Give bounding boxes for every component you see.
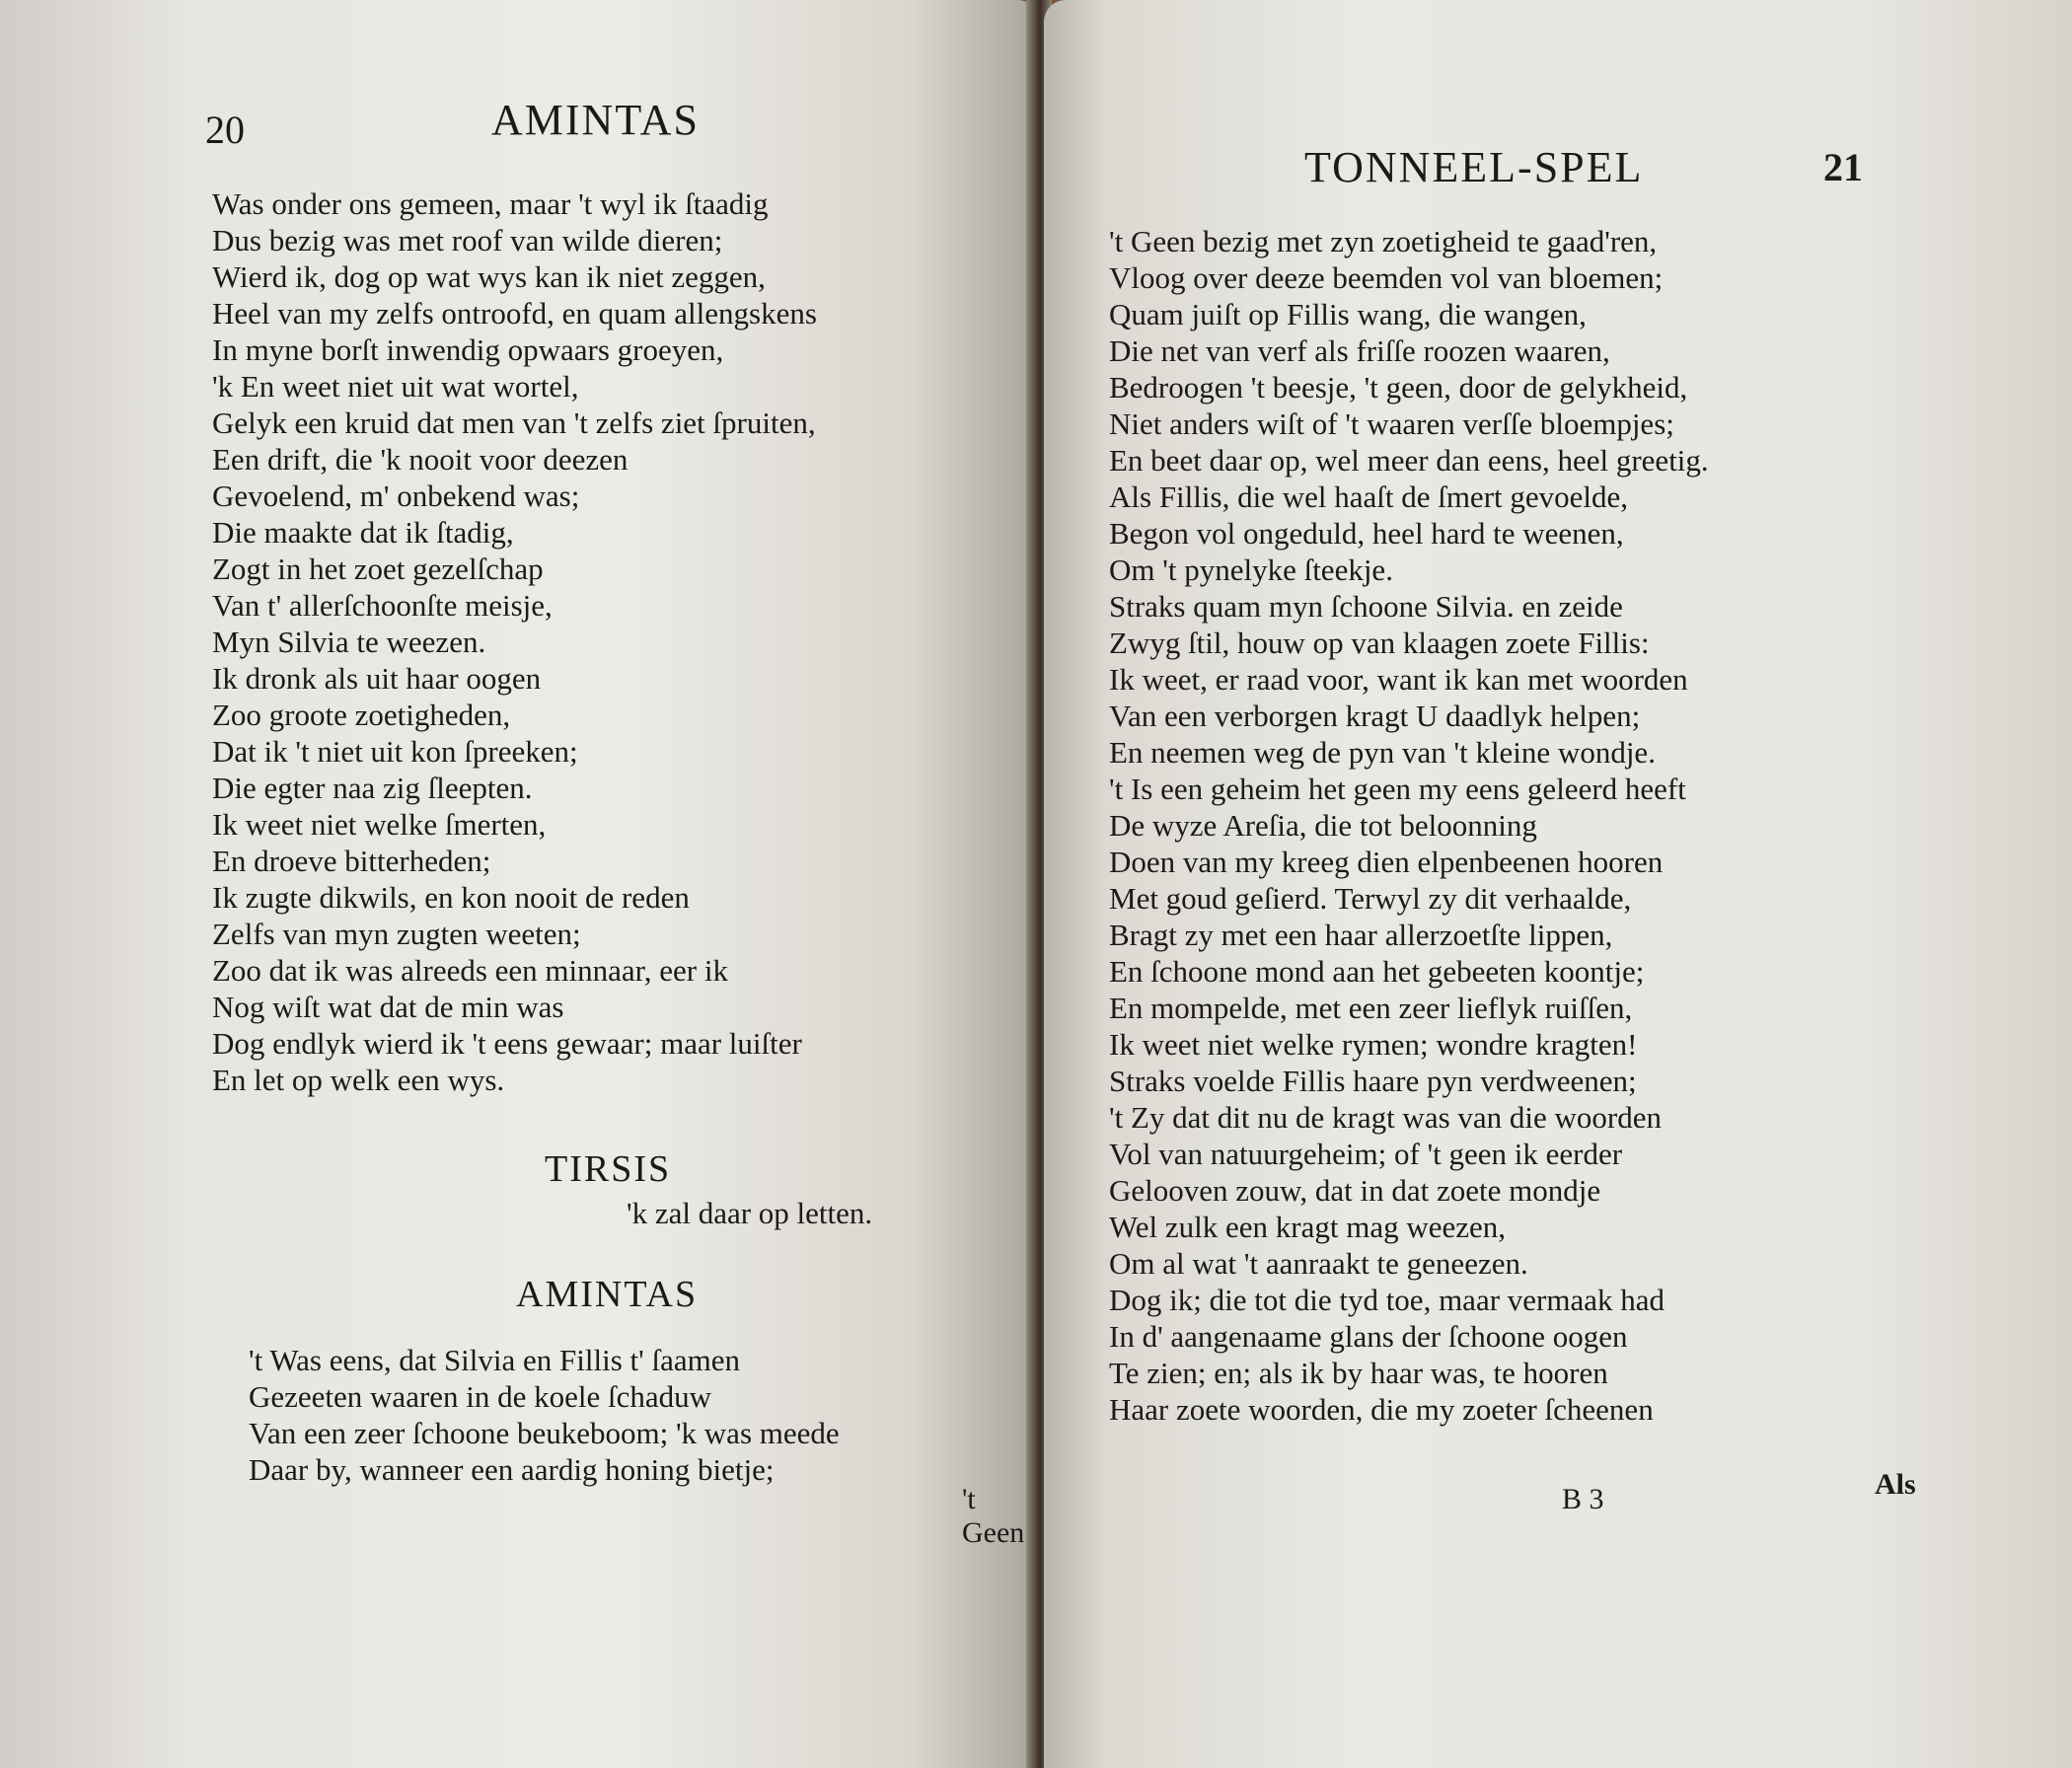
- verse-line: Straks quam myn ſchoone Silvia. en zeide: [1109, 589, 1623, 624]
- verse-line: 't Was eens, dat Silvia en Fillis t' ſaamen: [249, 1343, 740, 1377]
- verse-line: Heel van my zelfs ontroofd, en quam allengskens: [212, 296, 817, 331]
- verse-line: Zwyg ſtil, houw op van klaagen zoete Fillis:: [1109, 626, 1650, 660]
- verse-line: Zoo dat ik was alreeds een minnaar, eer ik: [212, 953, 728, 988]
- verse-line: Begon vol ongeduld, heel hard te weenen,: [1109, 516, 1624, 551]
- verse-line: Myn Silvia te weezen.: [212, 625, 486, 659]
- verse-line: In d' aangenaame glans der ſchoone oogen: [1109, 1319, 1628, 1354]
- verse-line: 't Zy dat dit nu de kragt was van die woorden: [1109, 1100, 1662, 1135]
- verse-line: Ik zugte dikwils, en kon nooit de reden: [212, 880, 690, 915]
- verse-line: Bragt zy met een haar allerzoetſte lippen,: [1109, 918, 1613, 952]
- page-number-right: 21: [1823, 145, 1863, 189]
- verse-line: Van t' allerſchoonſte meisje,: [212, 588, 553, 623]
- running-head-right: TONNEEL-SPEL: [1304, 143, 1644, 191]
- verse-line: Ik weet, er raad voor, want ik kan met woorden: [1109, 662, 1688, 697]
- verse-line: Vloog over deeze beemden vol van bloemen;: [1109, 260, 1664, 295]
- verse-line: Dog ik; die tot die tyd toe, maar vermaak had: [1109, 1283, 1665, 1317]
- verse-line: Quam juiſt op Fillis wang, die wangen,: [1109, 297, 1587, 332]
- verse-line: Te zien; en; als ik by haar was, te hooren: [1109, 1356, 1608, 1390]
- verse-line: En neemen weg de pyn van 't kleine wondje.: [1109, 735, 1656, 770]
- verse-line: Ik weet niet welke rymen; wondre kragten!: [1109, 1027, 1638, 1062]
- verse-line: Zelfs van myn zugten weeten;: [212, 917, 581, 951]
- verse-line: Om 't pynelyke ſteekje.: [1109, 552, 1393, 587]
- verse-line: Gezeeten waaren in de koele ſchaduw: [249, 1379, 712, 1414]
- verse-line: Doen van my kreeg dien elpenbeenen hooren: [1109, 845, 1664, 879]
- verse-line: Bedroogen 't beesje, 't geen, door de gelykheid,: [1109, 370, 1688, 405]
- verse-line: En droeve bitterheden;: [212, 844, 491, 878]
- verse-line: Dog endlyk wierd ik 't eens gewaar; maar luiſter: [212, 1026, 802, 1061]
- verse-line: Dus bezig was met roof van wilde dieren;: [212, 223, 723, 258]
- verse-line: Daar by, wanneer een aardig honing bietje;: [249, 1452, 775, 1487]
- verse-line: Als Fillis, die wel haaſt de ſmert gevoelde,: [1109, 479, 1629, 514]
- catchword-right: Als: [1875, 1468, 1916, 1501]
- verse-line: Niet anders wiſt of 't waaren verſſe bloempjes;: [1109, 406, 1674, 441]
- verse-line: Gelyk een kruid dat men van 't zelfs ziet ſpruiten,: [212, 405, 816, 440]
- verse-line: Ik weet niet welke ſmerten,: [212, 807, 547, 842]
- verse-line: En let op welk een wys.: [212, 1063, 505, 1097]
- verse-line: Was onder ons gemeen, maar 't wyl ik ſtaadig: [212, 186, 769, 221]
- speaker-amintas: AMINTAS: [516, 1274, 699, 1315]
- verse-line: Zogt in het zoet gezelſchap: [212, 552, 544, 586]
- verse-line: Die net van verf als friſſe roozen waaren,: [1109, 333, 1610, 368]
- verse-line: 'k En weet niet uit wat wortel,: [212, 369, 579, 404]
- verse-line: Die egter naa zig ſleepten.: [212, 771, 533, 805]
- verse-block-left-top: [212, 185, 817, 1098]
- verse-line: Om al wat 't aanraakt te geneezen.: [1109, 1246, 1528, 1281]
- verse-line: En mompelde, met een zeer lieflyk ruiſſen,: [1109, 991, 1633, 1025]
- verse-line: Nog wiſt wat dat de min was: [212, 990, 564, 1024]
- verse-line: Een drift, die 'k nooit voor deezen: [212, 442, 629, 477]
- tirsis-reply: 'k zal daar op letten.: [627, 1196, 873, 1230]
- verse-line: 't Geen bezig met zyn zoetigheid te gaad'ren,: [1109, 224, 1658, 258]
- verse-line: Dat ik 't niet uit kon ſpreeken;: [212, 734, 578, 769]
- verse-line: De wyze Areſia, die tot beloonning: [1109, 808, 1537, 843]
- verse-line: Zoo groote zoetigheden,: [212, 698, 511, 732]
- signature-mark: B 3: [1562, 1483, 1604, 1515]
- speaker-tirsis: TIRSIS: [545, 1148, 672, 1190]
- page-number-left: 20: [205, 108, 245, 152]
- verse-line: Haar zoete woorden, die my zoeter ſcheenen: [1109, 1392, 1654, 1427]
- verse-line: En beet daar op, wel meer dan eens, heel greetig.: [1109, 443, 1709, 478]
- catchword-left: 't Geen: [962, 1483, 1025, 1549]
- verse-line: En ſchoone mond aan het gebeeten koontje;: [1109, 954, 1645, 989]
- verse-line: Wel zulk een kragt mag weezen,: [1109, 1210, 1507, 1244]
- verse-line: Van een verborgen kragt U daadlyk helpen;: [1109, 699, 1641, 733]
- verse-line: Die maakte dat ik ſtadig,: [212, 515, 514, 550]
- right-page: [1044, 0, 2072, 1768]
- verse-line: Gevoelend, m' onbekend was;: [212, 479, 580, 513]
- verse-line: Ik dronk als uit haar oogen: [212, 661, 542, 696]
- verse-line: Wierd ik, dog op wat wys kan ik niet zeggen,: [212, 259, 766, 294]
- verse-line: In myne borſt inwendig opwaars groeyen,: [212, 332, 724, 367]
- verse-line: Met goud geſierd. Terwyl zy dit verhaalde,: [1109, 881, 1632, 916]
- verse-block-right: [1109, 223, 1709, 1428]
- verse-line: 't Is een geheim het geen my eens geleerd heeft: [1109, 772, 1686, 806]
- running-head-left: AMINTAS: [491, 96, 700, 144]
- verse-line: Van een zeer ſchoone beukeboom; 'k was meede: [249, 1416, 840, 1450]
- verse-line: Vol van natuurgeheim; of 't geen ik eerder: [1109, 1137, 1623, 1171]
- verse-line: Gelooven zouw, dat in dat zoete mondje: [1109, 1173, 1601, 1208]
- verse-block-left-bottom: [249, 1342, 840, 1488]
- verse-line: Straks voelde Fillis haare pyn verdweenen;: [1109, 1064, 1637, 1098]
